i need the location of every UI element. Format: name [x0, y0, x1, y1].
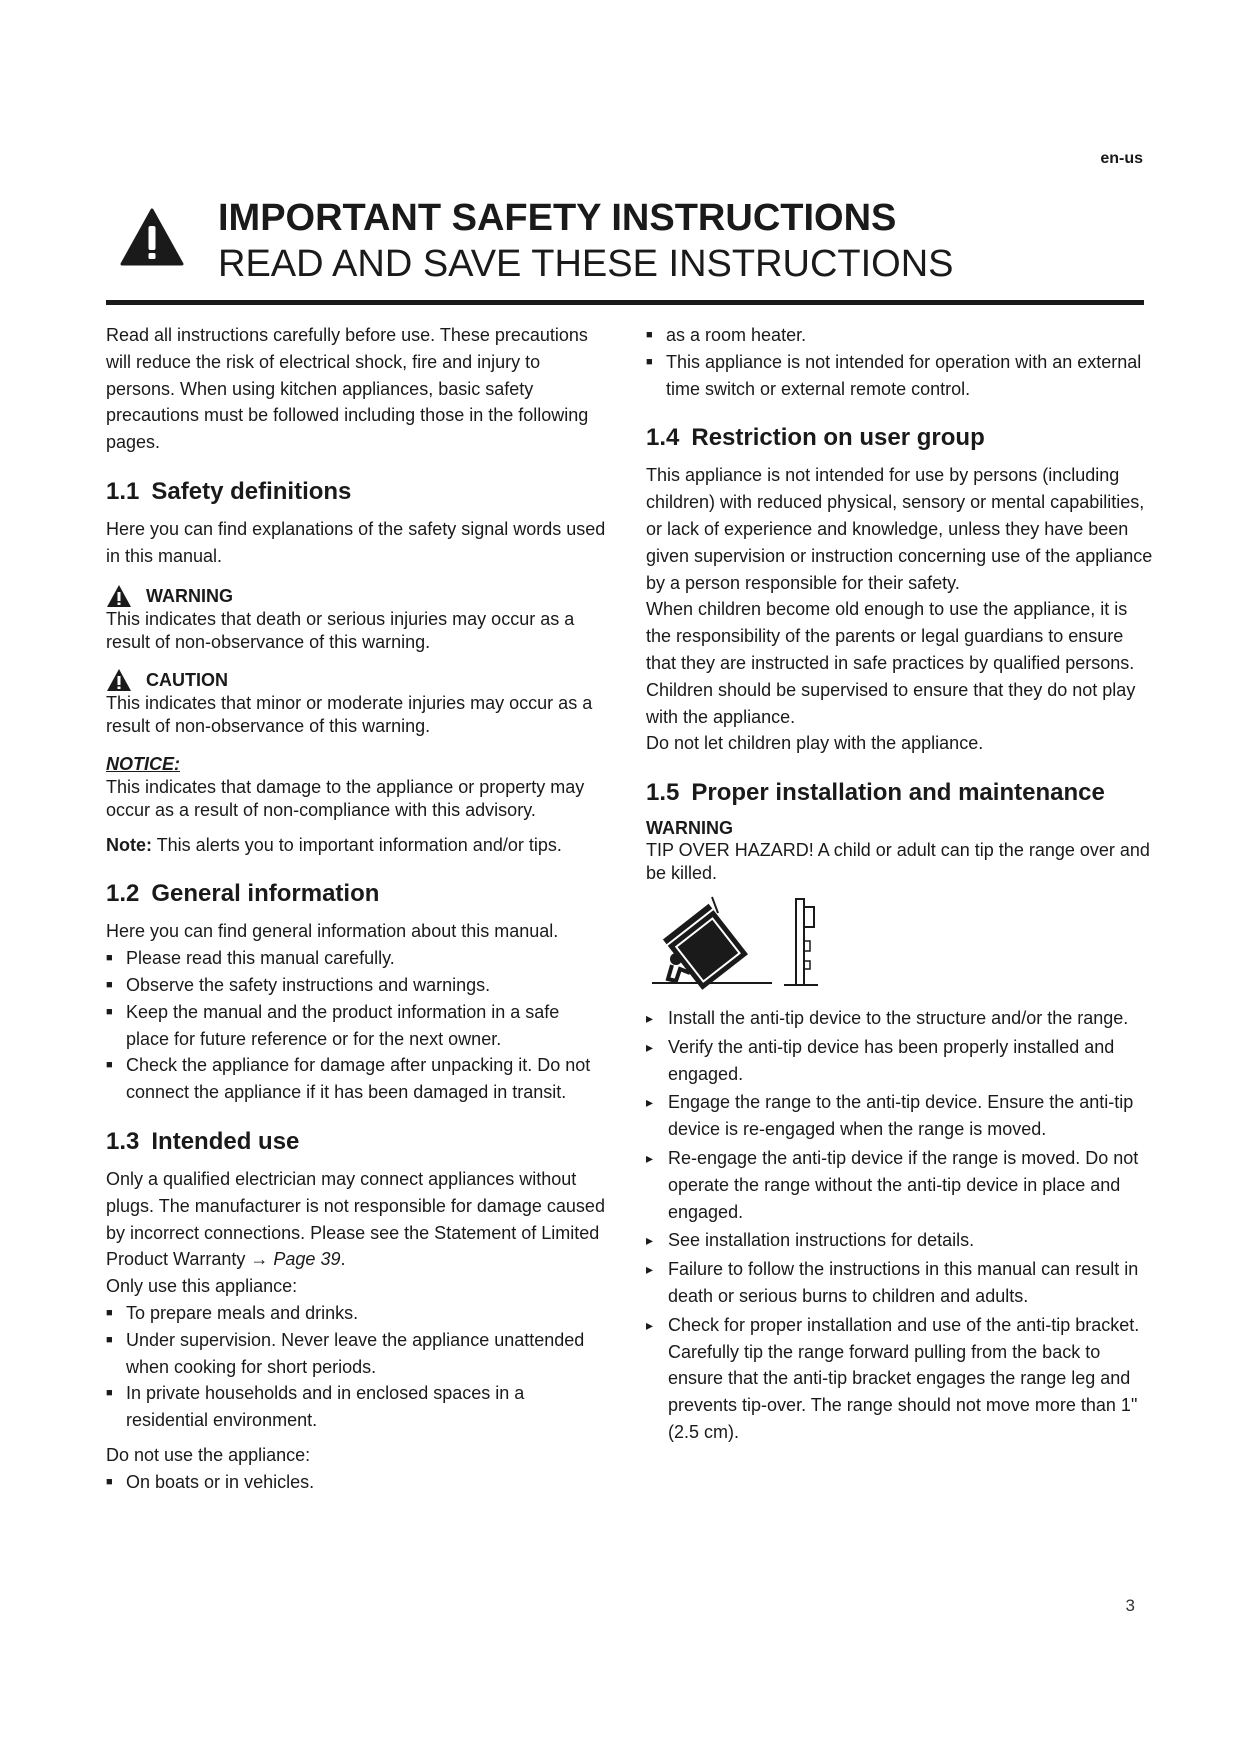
warning-icon [106, 584, 132, 608]
right-column [646, 322, 1156, 1448]
notice-definition: This indicates that damage to the appliance or property may occur as a result of non-compliance with this advisory. [106, 776, 585, 820]
use-list [106, 1300, 606, 1434]
list-item: ■ In private households and in enclosed spaces in a residential environment. [106, 1380, 606, 1434]
page-number: 3 [1125, 1596, 1135, 1615]
do-not-use-label: Do not use the appliance: [106, 1444, 311, 1465]
caution-signal: CAUTION [106, 668, 606, 692]
list-item: ▸ Check for proper installation and use of the anti-tip bracket. Carefully tip the range forward pulling from the back to ensure that the anti-tip bracket engages the range leg and prevents tip-over. The range should not move more than 1" (2.5 cm). [646, 1312, 1156, 1446]
list-item: ■ Keep the manual and the product information in a safe place for future reference or for the next owner. [106, 999, 606, 1053]
section-heading-1-4: 1.4 Restriction on user group [646, 424, 985, 452]
safety-definitions-intro: Here you can find explanations of the safety signal words used in this manual. [106, 518, 606, 566]
list-item: ■ Under supervision. Never leave the appliance unattended when cooking for short periods. [106, 1327, 606, 1381]
list-item: ■ as a room heater. [646, 322, 1156, 349]
section-heading-1-5: 1.5 Proper installation and maintenance [646, 779, 1105, 807]
only-use-label: Only use this appliance: [106, 1276, 298, 1297]
list-item: ■ Check the appliance for damage after unpacking it. Do not connect the appliance if it has been damaged in transit. [106, 1052, 606, 1106]
warning-triangle-icon [120, 208, 184, 266]
list-item: ■ On boats or in vehicles. [106, 1469, 606, 1496]
general-info-intro: Here you can find general information about this manual. [106, 921, 559, 942]
left-column [106, 322, 606, 1496]
tip-over-warning: TIP OVER HAZARD! A child or adult can tip the range over and be killed. [646, 840, 1150, 884]
header-rule [106, 300, 1144, 305]
warning-signal: WARNING [106, 584, 606, 608]
user-group-p1: This appliance is not intended for use by persons (including children) with reduced physical, sensory or mental capabilities, or lack of experience and knowledge, unless they have been given supervision or instruction concerning use of the appliance by a person responsible for their safety. [646, 465, 1153, 593]
intro-paragraph: Read all instructions carefully before use. These precautions will reduce the risk of electrical shock, fire and injury to persons. When using kitchen appliances, basic safety precautions must be followed including those in the following pages. [106, 325, 589, 453]
section-heading-1-1: 1.1 Safety definitions [106, 477, 352, 505]
warning-definition: This indicates that death or serious injuries may occur as a result of non-observance of this warning. [106, 608, 575, 652]
page-reference-link[interactable]: Page 39 [273, 1249, 341, 1270]
list-item: ▸ Verify the anti-tip device has been properly installed and engaged. [646, 1034, 1156, 1088]
caution-definition: This indicates that minor or moderate injuries may occur as a result of non-observance of this warning. [106, 692, 593, 736]
list-item: ■ This appliance is not intended for operation with an external time switch or external remote control. [646, 349, 1156, 403]
list-item: ■ Please read this manual carefully. [106, 945, 606, 972]
list-item: ■ To prepare meals and drinks. [106, 1300, 606, 1327]
user-group-p4: Do not let children play with the appliance. [646, 733, 984, 754]
installation-warning-label: WARNING [646, 818, 733, 839]
not-use-list-part1 [106, 1469, 606, 1496]
intended-use-paragraph: Only a qualified electrician may connect appliances without plugs. The manufacturer is not responsible for damage caused by incorrect connections. Please see the Statement of Limited Product Warranty → Page 39. [106, 1168, 605, 1270]
page-title: IMPORTANT SAFETY INSTRUCTIONS [218, 197, 897, 239]
list-item: ▸ See installation instructions for details. [646, 1227, 1156, 1254]
tip-over-hazard-illustration [646, 893, 866, 991]
caution-icon [106, 668, 132, 692]
list-item: ▸ Engage the range to the anti-tip device. Ensure the anti-tip device is re-engaged when the range is moved. [646, 1089, 1156, 1143]
user-group-p2: When children become old enough to use the appliance, it is the responsibility of the parents or legal guardians to ensure that they are instructed in safe practices by qualified persons. [646, 599, 1135, 673]
installation-steps [646, 1005, 1156, 1446]
not-use-list-part2 [646, 322, 1156, 402]
section-heading-1-2: 1.2 General information [106, 880, 380, 908]
notice-label: NOTICE: [106, 753, 180, 774]
language-code: en-us [1100, 150, 1143, 167]
list-item: ▸ Failure to follow the instructions in this manual can result in death or serious burns to children and adults. [646, 1256, 1156, 1310]
list-item: ▸ Install the anti-tip device to the structure and/or the range. [646, 1005, 1156, 1032]
list-item: ■ Observe the safety instructions and warnings. [106, 972, 606, 999]
user-group-p3: Children should be supervised to ensure that they do not play with the appliance. [646, 679, 1136, 727]
general-info-list [106, 945, 606, 1106]
page-subtitle: READ AND SAVE THESE INSTRUCTIONS [218, 243, 954, 285]
note-definition: Note: This alerts you to important information and/or tips. [106, 834, 562, 855]
section-heading-1-3: 1.3 Intended use [106, 1127, 300, 1155]
list-item: ▸ Re-engage the anti-tip device if the range is moved. Do not operate the range without the anti-tip device in place and engaged. [646, 1145, 1156, 1225]
